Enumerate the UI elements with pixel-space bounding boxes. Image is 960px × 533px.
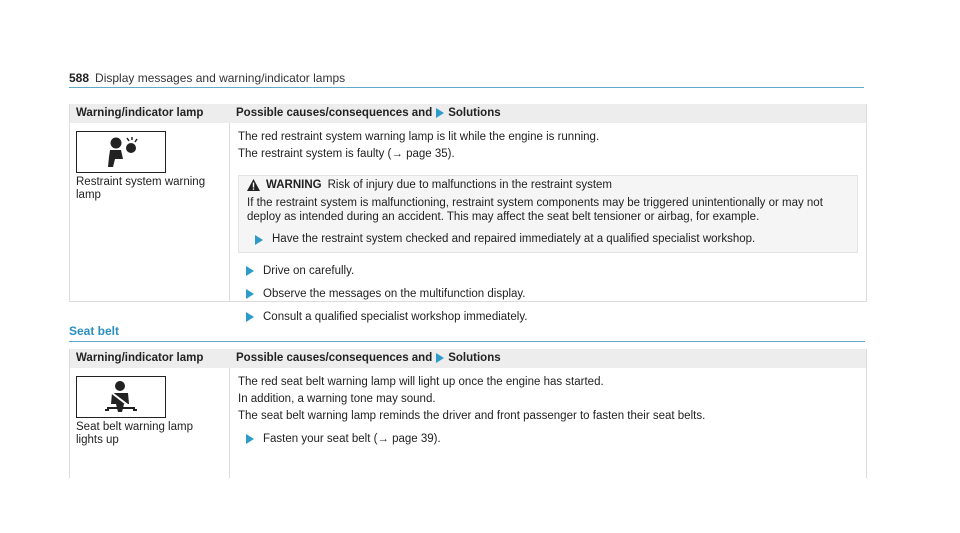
play-triangle-icon — [246, 434, 254, 444]
page-header — [69, 71, 345, 85]
warning-box — [238, 175, 858, 253]
play-triangle-icon — [255, 235, 263, 245]
table-header — [70, 104, 866, 123]
cause-text: The restraint system is faulty (→ page 35). — [238, 148, 455, 160]
col-header-lamp: Warning/indicator lamp — [76, 107, 204, 119]
seatbelt-occupant-icon — [76, 376, 166, 418]
lamp-cell — [70, 123, 230, 301]
list-item — [238, 286, 858, 303]
list-item — [238, 431, 858, 448]
col-header-causes-text: Possible causes/consequences and — [236, 352, 433, 364]
warning-text: If the restraint system is malfunctioning, restraint system components may be triggered unintentionally or may not deploy as intended during an accident. This may affect the seat belt tensioner or airbag, for example. — [247, 197, 823, 223]
lamp-label: Seat belt warning lamp lights up — [76, 421, 193, 446]
cause-text: The seat belt warning lamp reminds the driver and front passenger to fasten their seat belts. — [238, 410, 706, 422]
cause-text: The red restraint system warning lamp is lit while the engine is running. — [238, 131, 600, 143]
list-item — [247, 232, 849, 246]
play-triangle-icon — [246, 312, 254, 322]
cause-text: The red seat belt warning lamp will light up once the engine has started. — [238, 376, 604, 388]
cause-text: In addition, a warning tone may sound. — [238, 393, 436, 405]
step-text: Fasten your seat belt (→ page 39). — [263, 433, 441, 445]
seatbelt-table — [69, 349, 867, 478]
step-text: Drive on carefully. — [263, 265, 355, 277]
table-header — [70, 349, 866, 368]
play-triangle-icon — [246, 266, 254, 276]
play-triangle-icon — [436, 108, 444, 118]
lamp-label: Restraint system warning lamp — [76, 176, 206, 201]
warning-triangle-icon — [247, 179, 260, 191]
section-rule — [69, 341, 865, 342]
restraint-table — [69, 104, 867, 323]
col-header-causes — [230, 104, 866, 123]
table-row — [70, 123, 866, 323]
step-text: Observe the messages on the multifunction display. — [263, 288, 526, 300]
warning-subtitle: Risk of injury due to malfunctions in the restraint system — [327, 179, 613, 191]
airbag-occupant-icon — [76, 131, 166, 173]
play-triangle-icon — [436, 353, 444, 363]
causes-cell — [230, 123, 866, 323]
causes-cell — [230, 368, 866, 478]
header-rule — [69, 87, 864, 88]
page-number: 588 — [69, 71, 90, 85]
col-header-solutions: Solutions — [448, 352, 501, 364]
section-title: Seat belt — [69, 324, 120, 338]
col-header-causes-text: Possible causes/consequences and — [236, 107, 433, 119]
step-text: Consult a qualified specialist workshop immediately. — [263, 311, 528, 323]
col-header-causes — [230, 349, 866, 368]
play-triangle-icon — [246, 289, 254, 299]
list-item — [238, 309, 858, 326]
col-header-lamp: Warning/indicator lamp — [76, 352, 204, 364]
col-header-solutions: Solutions — [448, 107, 501, 119]
page-title: Display messages and warning/indicator lamps — [95, 71, 346, 85]
warning-action: Have the restraint system checked and repaired immediately at a qualified specialist workshop. — [272, 233, 756, 245]
lamp-cell — [70, 368, 230, 478]
list-item — [238, 263, 858, 280]
table-row — [70, 368, 866, 478]
warning-title: WARNING — [266, 179, 322, 191]
warning-header — [247, 178, 849, 192]
